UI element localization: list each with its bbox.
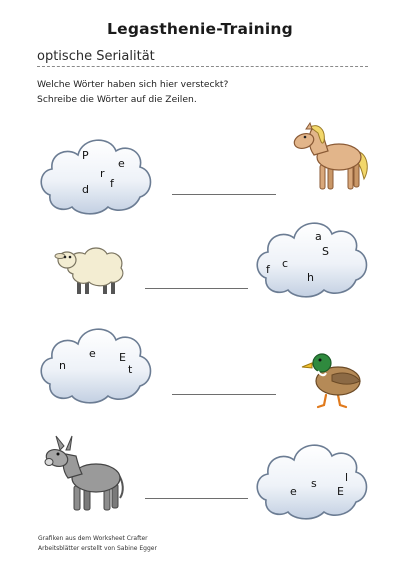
cloud-letter: e — [118, 157, 125, 170]
cloud-letter: E — [119, 351, 126, 364]
cloud-letter: f — [110, 177, 114, 190]
cloud-letter: P — [82, 149, 89, 162]
cloud-letter: n — [59, 359, 66, 372]
cloud-letter: l — [345, 471, 349, 484]
cloud-letter: t — [128, 363, 133, 376]
cloud-letter: d — [82, 183, 89, 196]
letter-cloud-2 — [252, 214, 369, 300]
answer-line-2[interactable] — [145, 288, 248, 289]
cloud-letter: c — [282, 257, 289, 270]
instruction-line-2: Schreibe die Wörter auf die Zeilen. — [37, 94, 197, 105]
cloud-letter: e — [290, 485, 297, 498]
cloud-letter: a — [315, 230, 322, 243]
cloud-letter: e — [89, 347, 96, 360]
page-subtitle: optische Serialität — [37, 49, 155, 64]
cloud-letter: r — [100, 167, 105, 180]
page-title: Legasthenie-Training — [107, 20, 293, 38]
letter-cloud-3 — [36, 320, 153, 406]
footer-credit-author: Arbeitsblätter erstellt von Sabine Egger — [38, 545, 157, 552]
subtitle-divider — [37, 66, 368, 67]
answer-line-1[interactable] — [172, 194, 276, 195]
cloud-letter: f — [266, 263, 270, 276]
answer-line-4[interactable] — [145, 498, 248, 499]
sheep-icon — [55, 236, 127, 298]
cloud-letter: E — [337, 485, 344, 498]
cloud-letter: s — [311, 477, 317, 490]
answer-line-3[interactable] — [172, 394, 276, 395]
letter-cloud-1 — [36, 131, 153, 217]
instruction-line-1: Welche Wörter haben sich hier versteckt? — [37, 79, 229, 90]
cloud-letter: S — [322, 245, 329, 258]
duck-icon — [302, 349, 364, 409]
cloud-letter: h — [307, 271, 314, 284]
horse-icon — [292, 121, 372, 193]
footer-credit-graphics: Grafiken aus dem Worksheet Crafter — [38, 535, 148, 542]
letter-cloud-4 — [252, 436, 369, 522]
donkey-icon — [44, 434, 126, 514]
